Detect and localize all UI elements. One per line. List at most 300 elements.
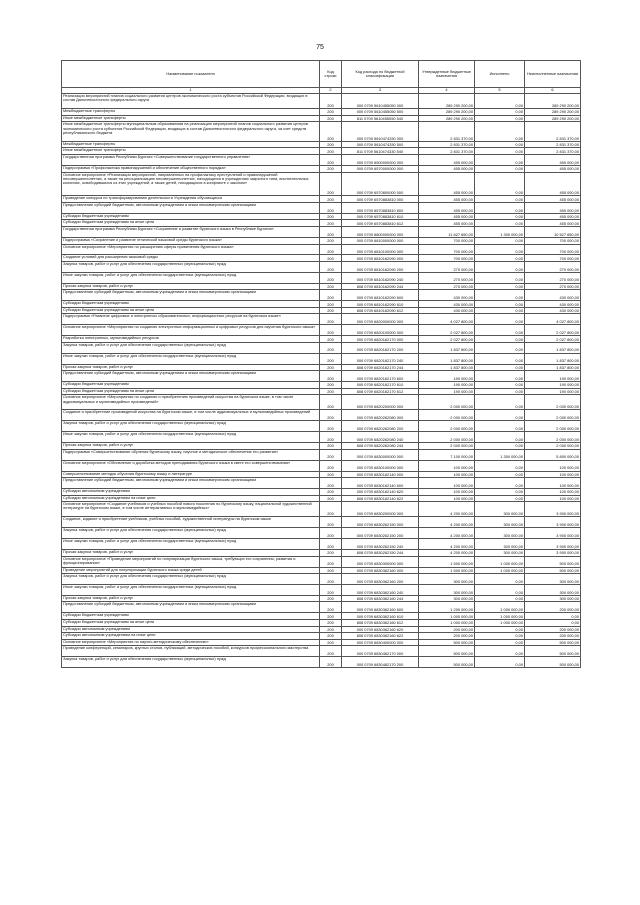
row-unexecuted: 289 290 200,00 xyxy=(525,109,581,116)
row-name: Субсидии автономным учреждениям на иные цели xyxy=(62,633,320,640)
row-unexecuted: 2 000 000,00 xyxy=(525,443,581,450)
row-name: Предоставление субсидий бюджетным, автономным учреждениям и иным некоммерческим организациям xyxy=(62,290,320,301)
row-executed: 0,00 xyxy=(475,283,525,290)
row-approved: 4 200 000,00 xyxy=(419,528,475,539)
column-number: 5 xyxy=(475,88,525,94)
row-executed: 300 000,00 xyxy=(475,550,525,557)
row-code: 200 xyxy=(320,567,342,574)
row-name: Реализация мероприятий планов социального развития центров экономического роста субъектов Российской Федерации, входящих в состав Дальневосточного федерального округа xyxy=(62,94,320,109)
row-budget-code: 000 0709 6830362160 000 xyxy=(342,567,419,574)
row-name: Проведение конференций, семинаров, круглых столов, публикаций, методических пособий, конкурсов профессионального мастерства xyxy=(62,646,320,657)
row-approved: 300 000,00 xyxy=(419,585,475,596)
row-code: 200 xyxy=(320,410,342,421)
table-row xyxy=(62,196,581,203)
row-unexecuted: 700 000,00 xyxy=(525,255,581,262)
row-executed: 0,00 xyxy=(475,432,525,443)
row-name: Прочая закупка товаров, работ и услуг xyxy=(62,364,320,371)
row-name: Иные закупки товаров, работ и услуг для обеспечения государственных (муниципальных) нужд xyxy=(62,539,320,550)
header-budget-code: Код расхода по бюджетной классификации xyxy=(342,61,419,88)
row-name: Закупка товаров, работ и услуг для обеспечения государственных (муниципальных) нужд xyxy=(62,657,320,668)
row-name: Проведение конкурса по трансформированию деятельности Учреждения обучающихся xyxy=(62,196,320,203)
row-budget-code: 000 0709 6820262080 240 xyxy=(342,432,419,443)
row-approved: 4 200 000,00 xyxy=(419,539,475,550)
page-number: 75 xyxy=(316,44,324,51)
row-budget-code: 000 0709 5610474330 500 xyxy=(342,141,419,148)
row-approved: 500 000,00 xyxy=(419,639,475,646)
row-name: Предоставление субсидий бюджетным, автономным учреждениям и иным некоммерческим организациям xyxy=(62,371,320,382)
row-approved: 455 000,00 xyxy=(419,172,475,196)
row-executed: 1 000 000,00 xyxy=(475,567,525,574)
row-code: 200 xyxy=(320,115,342,122)
row-name: Закупка товаров, работ и услуг для обеспечения государственных (муниципальных) нужд xyxy=(62,342,320,353)
row-name: Иные межбюджетные трансферты xyxy=(62,148,320,155)
row-unexecuted: 2 831 370,00 xyxy=(525,148,581,155)
row-budget-code: 000 0709 6820100000 000 xyxy=(342,325,419,336)
table-row xyxy=(62,646,581,657)
row-executed: 1 000 000,00 xyxy=(475,613,525,620)
row-budget-code: 000 0709 6570883810 000 xyxy=(342,196,419,203)
row-approved: 7 100 000,00 xyxy=(419,449,475,460)
table-row xyxy=(62,595,581,602)
column-number: 2 xyxy=(320,88,342,94)
row-budget-code: 808 0709 6810162090 244 xyxy=(342,283,419,290)
row-approved: 190 000,00 xyxy=(419,371,475,382)
row-code: 200 xyxy=(320,517,342,528)
table-row xyxy=(62,602,581,613)
row-approved: 4 200 000,00 xyxy=(419,502,475,517)
row-code: 200 xyxy=(320,626,342,633)
row-name: Иные закупки товаров, работ и услуг для обеспечения государственных (муниципальных) нужд xyxy=(62,585,320,596)
row-name: Подпрограмма «Профилактика правонарушений и обеспечение общественного порядка» xyxy=(62,165,320,172)
row-executed: 300 000,00 xyxy=(475,528,525,539)
row-unexecuted: 2 831 370,00 xyxy=(525,141,581,148)
row-executed: 0,00 xyxy=(475,155,525,166)
row-code: 200 xyxy=(320,283,342,290)
row-approved: 100 000,00 xyxy=(419,495,475,502)
row-name: Прочая закупка товаров, работ и услуг xyxy=(62,595,320,602)
row-name: Подпрограмма «Развитие цифровых и электронных образовательных, информационных ресурсов на бурятском языке» xyxy=(62,314,320,325)
row-budget-code: 000 0709 6830462170 200 xyxy=(342,657,419,668)
row-executed: 0,00 xyxy=(475,626,525,633)
row-code: 200 xyxy=(320,109,342,116)
table-row xyxy=(62,364,581,371)
row-unexecuted: 3 900 000,00 xyxy=(525,539,581,550)
row-executed: 0,00 xyxy=(475,325,525,336)
row-budget-code: 808 0709 6820162170 244 xyxy=(342,364,419,371)
row-executed: 0,00 xyxy=(475,237,525,244)
row-name: Субсидии бюджетным учреждениям xyxy=(62,213,320,220)
row-budget-code: 808 0709 6830362160 622 xyxy=(342,633,419,640)
row-executed: 0,00 xyxy=(475,220,525,227)
row-budget-code: 000 0709 6810000000 000 xyxy=(342,237,419,244)
row-unexecuted: 2 027 800,00 xyxy=(525,325,581,336)
table-row xyxy=(62,432,581,443)
row-executed: 0,00 xyxy=(475,272,525,283)
table-row xyxy=(62,574,581,585)
row-unexecuted: 10 527 650,00 xyxy=(525,227,581,238)
row-name: Субсидии бюджетным учреждениям на иные цели xyxy=(62,619,320,626)
row-unexecuted: 100 000,00 xyxy=(525,471,581,478)
table-row xyxy=(62,395,581,410)
table-row xyxy=(62,244,581,255)
row-approved: 2 027 800,00 xyxy=(419,325,475,336)
row-unexecuted: 430 000,00 xyxy=(525,290,581,301)
table-row xyxy=(62,272,581,283)
column-number: 3 xyxy=(342,88,419,94)
row-budget-code: 000 0709 6830100000 000 xyxy=(342,460,419,471)
row-approved: 4 027 800,00 xyxy=(419,314,475,325)
row-code: 200 xyxy=(320,619,342,626)
row-name: Иные закупки товаров, работ и услуг для обеспечения государственных (муниципальных) нужд xyxy=(62,432,320,443)
row-code: 200 xyxy=(320,388,342,395)
row-code: 200 xyxy=(320,155,342,166)
row-budget-code: 000 0709 6820000000 000 xyxy=(342,314,419,325)
row-name: Создание и приобретение произведений искусства на бурятском языке, в том числе аудиовизуальных и мультимедийных произведений xyxy=(62,410,320,421)
row-name: Основное мероприятие «Мероприятия по научно-методическому обеспечению» xyxy=(62,639,320,646)
row-approved: 2 831 370,00 xyxy=(419,141,475,148)
row-executed: 0,00 xyxy=(475,388,525,395)
row-unexecuted: 1 837 800,00 xyxy=(525,342,581,353)
row-approved: 430 000,00 xyxy=(419,301,475,308)
row-unexecuted: 430 000,00 xyxy=(525,301,581,308)
row-executed: 0,00 xyxy=(475,244,525,255)
row-code: 200 xyxy=(320,148,342,155)
row-budget-code: 000 0709 6810162090 200 xyxy=(342,261,419,272)
row-approved: 270 000,00 xyxy=(419,261,475,272)
row-code: 200 xyxy=(320,213,342,220)
row-code: 200 xyxy=(320,421,342,432)
table-row xyxy=(62,261,581,272)
row-approved: 100 000,00 xyxy=(419,478,475,489)
table-row xyxy=(62,220,581,227)
row-budget-code: 000 0709 6810162090 600 xyxy=(342,290,419,301)
table-row xyxy=(62,382,581,389)
row-budget-code: 808 0709 6830262150 244 xyxy=(342,550,419,557)
row-name: Проведение мероприятий для популяризации бурятского языка среди детей xyxy=(62,567,320,574)
table-header-row xyxy=(62,61,581,88)
row-name: Закупка товаров, работ и услуг для обеспечения государственных (муниципальных) нужд xyxy=(62,574,320,585)
row-approved: 700 000,00 xyxy=(419,255,475,262)
row-code: 200 xyxy=(320,488,342,495)
row-approved: 289 290 200,00 xyxy=(419,115,475,122)
row-executed: 300 000,00 xyxy=(475,539,525,550)
row-unexecuted: 455 000,00 xyxy=(525,213,581,220)
table-row xyxy=(62,301,581,308)
row-code: 200 xyxy=(320,395,342,410)
row-name: Предоставление субсидий бюджетным, автономным учреждениям и иным некоммерческим организациям xyxy=(62,602,320,613)
row-executed: 0,00 xyxy=(475,336,525,343)
row-unexecuted: 1 837 800,00 xyxy=(525,364,581,371)
row-code: 200 xyxy=(320,336,342,343)
row-executed: 0,00 xyxy=(475,371,525,382)
row-budget-code: 811 0709 5610455050 540 xyxy=(342,115,419,122)
row-executed: 1 300 000,00 xyxy=(475,449,525,460)
row-code: 200 xyxy=(320,639,342,646)
table-row xyxy=(62,633,581,640)
row-executed: 300 000,00 xyxy=(475,502,525,517)
row-approved: 700 000,00 xyxy=(419,237,475,244)
row-name: Основное мероприятие «Создание учебников и учебных пособий нового поколения по бурятскому языку, национальной художественной литературе на бурятском языке, в том числе интерактивных и мультимедийных» xyxy=(62,502,320,517)
row-budget-code: 000 0709 6830300000 000 xyxy=(342,556,419,567)
row-unexecuted: 700 000,00 xyxy=(525,237,581,244)
column-number: 6 xyxy=(525,88,581,94)
row-unexecuted: 270 000,00 xyxy=(525,272,581,283)
row-budget-code: 000 0709 6820262080 000 xyxy=(342,410,419,421)
table-row xyxy=(62,237,581,244)
row-approved: 455 000,00 xyxy=(419,220,475,227)
row-name: Субсидии автономным учреждениям xyxy=(62,488,320,495)
row-budget-code: 808 0709 6830162140 622 xyxy=(342,495,419,502)
row-unexecuted: 500 000,00 xyxy=(525,567,581,574)
table-row xyxy=(62,421,581,432)
row-name: Подпрограмма «Совершенствование обучения бурятскому языку, научное и методическое обеспечение его развития» xyxy=(62,449,320,460)
row-approved: 455 000,00 xyxy=(419,196,475,203)
row-approved: 190 000,00 xyxy=(419,388,475,395)
row-budget-code: 000 0709 6830162140 600 xyxy=(342,478,419,489)
row-name: Прочая закупка товаров, работ и услуг xyxy=(62,283,320,290)
row-approved: 100 000,00 xyxy=(419,488,475,495)
row-code: 200 xyxy=(320,443,342,450)
row-executed: 1 000 000,00 xyxy=(475,602,525,613)
row-approved: 455 000,00 xyxy=(419,155,475,166)
row-code: 200 xyxy=(320,539,342,550)
row-unexecuted: 190 000,00 xyxy=(525,388,581,395)
row-executed: 0,00 xyxy=(475,94,525,109)
row-budget-code: 000 0709 5610455050 500 xyxy=(342,109,419,116)
table-row xyxy=(62,639,581,646)
row-executed: 0,00 xyxy=(475,460,525,471)
row-unexecuted: 270 000,00 xyxy=(525,283,581,290)
row-budget-code: 000 0709 6830000000 000 xyxy=(342,449,419,460)
row-name: Совершенствование методик обучения бурятскому языку и литературе xyxy=(62,471,320,478)
row-budget-code: 000 0709 6810100000 000 xyxy=(342,244,419,255)
row-approved: 430 000,00 xyxy=(419,307,475,314)
row-unexecuted: 300 000,00 xyxy=(525,585,581,596)
row-unexecuted: 200 000,00 xyxy=(525,633,581,640)
row-approved: 455 000,00 xyxy=(419,213,475,220)
row-approved: 1 500 000,00 xyxy=(419,567,475,574)
table-row xyxy=(62,495,581,502)
table-row xyxy=(62,443,581,450)
table-row xyxy=(62,342,581,353)
row-unexecuted: 3 900 000,00 xyxy=(525,528,581,539)
row-budget-code: 000 0709 6820262080 200 xyxy=(342,421,419,432)
row-code: 200 xyxy=(320,574,342,585)
row-code: 200 xyxy=(320,220,342,227)
table-row xyxy=(62,109,581,116)
row-budget-code: 000 0709 6830162140 620 xyxy=(342,488,419,495)
row-name: Субсидии бюджетным учреждениям xyxy=(62,613,320,620)
row-budget-code: 000 0709 6830262150 240 xyxy=(342,539,419,550)
table-row xyxy=(62,141,581,148)
row-unexecuted: 2 000 000,00 xyxy=(525,410,581,421)
row-budget-code: 808 0709 6820262080 244 xyxy=(342,443,419,450)
row-name: Создание условий для расширения языковой среды xyxy=(62,255,320,262)
row-unexecuted: 4 027 800,00 xyxy=(525,314,581,325)
row-code: 200 xyxy=(320,244,342,255)
table-row xyxy=(62,290,581,301)
table-row xyxy=(62,336,581,343)
row-executed: 0,00 xyxy=(475,471,525,478)
row-executed: 0,00 xyxy=(475,255,525,262)
table-row xyxy=(62,283,581,290)
column-number: 1 xyxy=(62,88,320,94)
row-code: 200 xyxy=(320,165,342,172)
row-unexecuted: 190 000,00 xyxy=(525,371,581,382)
row-budget-code: 000 0709 6830162140 000 xyxy=(342,471,419,478)
row-code: 200 xyxy=(320,646,342,657)
row-code: 200 xyxy=(320,141,342,148)
table-row xyxy=(62,172,581,196)
row-executed: 0,00 xyxy=(475,301,525,308)
row-name: Государственная программа Республики Бурятия «Сохранение и развитие бурятского языка в Республике Бурятия» xyxy=(62,227,320,238)
row-name: Субсидии бюджетным учреждениям xyxy=(62,382,320,389)
row-budget-code: 808 0709 6830362160 612 xyxy=(342,619,419,626)
row-budget-code: 000 0709 6820200000 000 xyxy=(342,395,419,410)
row-unexecuted: 5 800 000,00 xyxy=(525,449,581,460)
row-name: Межбюджетные трансферты xyxy=(62,109,320,116)
table-row xyxy=(62,556,581,567)
row-code: 200 xyxy=(320,556,342,567)
column-number: 4 xyxy=(419,88,475,94)
row-unexecuted: 100 000,00 xyxy=(525,488,581,495)
table-row xyxy=(62,325,581,336)
row-code: 200 xyxy=(320,261,342,272)
row-code: 200 xyxy=(320,613,342,620)
row-code: 200 xyxy=(320,595,342,602)
row-budget-code: 000 0709 6570883810 610 xyxy=(342,213,419,220)
row-name: Закупка товаров, работ и услуг для обеспечения государственных (муниципальных) нужд xyxy=(62,528,320,539)
row-executed: 0,00 xyxy=(475,148,525,155)
row-budget-code: 000 0709 6820162170 000 xyxy=(342,336,419,343)
row-code: 200 xyxy=(320,432,342,443)
row-name: Основное мероприятие «Проведение мероприятий по популяризации бурятского языка, требующих его сохранения, развития и функционирования» xyxy=(62,556,320,567)
row-code: 200 xyxy=(320,382,342,389)
row-budget-code: 000 0709 6830400000 000 xyxy=(342,639,419,646)
row-code: 200 xyxy=(320,325,342,336)
row-unexecuted: 500 000,00 xyxy=(525,556,581,567)
row-name: Прочая закупка товаров, работ и услуг xyxy=(62,550,320,557)
row-code: 200 xyxy=(320,314,342,325)
row-unexecuted: 455 000,00 xyxy=(525,165,581,172)
row-approved: 2 000 000,00 xyxy=(419,395,475,410)
row-code: 200 xyxy=(320,585,342,596)
row-approved: 100 000,00 xyxy=(419,460,475,471)
table-row xyxy=(62,410,581,421)
row-name: Межбюджетные трансферты xyxy=(62,141,320,148)
table-row xyxy=(62,478,581,489)
table-row xyxy=(62,585,581,596)
row-executed: 0,00 xyxy=(475,364,525,371)
row-executed: 0,00 xyxy=(475,213,525,220)
row-approved: 2 000 000,00 xyxy=(419,421,475,432)
row-approved: 11 827 650,00 xyxy=(419,227,475,238)
header-code: Код строки xyxy=(320,61,342,88)
row-budget-code: 000 0709 6830362160 620 xyxy=(342,626,419,633)
row-unexecuted: 3 900 000,00 xyxy=(525,502,581,517)
row-code: 200 xyxy=(320,353,342,364)
row-executed: 300 000,00 xyxy=(475,517,525,528)
row-executed: 0,00 xyxy=(475,443,525,450)
row-approved: 430 000,00 xyxy=(419,290,475,301)
table-row xyxy=(62,314,581,325)
row-unexecuted: 0,00 xyxy=(525,613,581,620)
table-row xyxy=(62,155,581,166)
row-approved: 2 831 370,00 xyxy=(419,148,475,155)
row-executed: 0,00 xyxy=(475,290,525,301)
row-unexecuted: 3 900 000,00 xyxy=(525,517,581,528)
row-unexecuted: 270 000,00 xyxy=(525,261,581,272)
row-unexecuted: 200 000,00 xyxy=(525,626,581,633)
row-unexecuted: 100 000,00 xyxy=(525,495,581,502)
row-executed: 1 000 000,00 xyxy=(475,556,525,567)
row-executed: 0,00 xyxy=(475,202,525,213)
row-executed: 0,00 xyxy=(475,261,525,272)
row-name: Субсидии бюджетным учреждениям на иные цели xyxy=(62,220,320,227)
row-executed: 0,00 xyxy=(475,165,525,172)
header-unexecuted: Неисполненные назначения xyxy=(525,61,581,88)
table-row xyxy=(62,213,581,220)
row-approved: 289 290 200,00 xyxy=(419,109,475,116)
row-executed: 0,00 xyxy=(475,633,525,640)
row-executed: 0,00 xyxy=(475,122,525,142)
row-budget-code: 000 0709 6830200000 000 xyxy=(342,502,419,517)
table-row xyxy=(62,502,581,517)
row-budget-code: 000 0709 5610474330 000 xyxy=(342,122,419,142)
row-approved: 100 000,00 xyxy=(419,471,475,478)
table-row xyxy=(62,528,581,539)
row-budget-code: 000 0709 6830362160 200 xyxy=(342,574,419,585)
table-row xyxy=(62,613,581,620)
row-code: 200 xyxy=(320,237,342,244)
row-unexecuted: 2 000 000,00 xyxy=(525,421,581,432)
row-approved: 190 000,00 xyxy=(419,382,475,389)
row-executed: 0,00 xyxy=(475,395,525,410)
row-approved: 1 837 800,00 xyxy=(419,342,475,353)
row-code: 200 xyxy=(320,502,342,517)
row-name: Предоставление субсидий бюджетным, автономным учреждениям и иным некоммерческим организациям xyxy=(62,478,320,489)
row-executed: 0,00 xyxy=(475,115,525,122)
row-approved: 200 000,00 xyxy=(419,626,475,633)
row-executed: 0,00 xyxy=(475,657,525,668)
row-name: Основное мероприятие «Реализация мероприятий, направленных на профилактику преступлений и правонарушений несовершеннолетних, а также на ресоциализацию несовершеннолетних, находящихся в учреждениях закрытого типа, воспитательных колониях, освободившихся из этих учреждений, а также детей, находящихся в конфликте с законом» xyxy=(62,172,320,196)
table-row xyxy=(62,227,581,238)
row-budget-code: 000 0709 6570883810 612 xyxy=(342,220,419,227)
row-name: Закупка товаров, работ и услуг для обеспечения государственных (муниципальных) нужд xyxy=(62,421,320,432)
row-code: 200 xyxy=(320,290,342,301)
row-code: 200 xyxy=(320,272,342,283)
row-name: Подпрограмма «Сохранение и развитие этнической языковой среды бурятского языка» xyxy=(62,237,320,244)
row-budget-code: 000 0709 6830262150 000 xyxy=(342,517,419,528)
row-unexecuted: 500 000,00 xyxy=(525,646,581,657)
row-budget-code: 000 0709 6570000000 000 xyxy=(342,165,419,172)
row-code: 200 xyxy=(320,255,342,262)
table-row xyxy=(62,449,581,460)
table-row xyxy=(62,122,581,142)
row-approved: 2 000 000,00 xyxy=(419,443,475,450)
row-unexecuted: 300 000,00 xyxy=(525,574,581,585)
row-code: 200 xyxy=(320,307,342,314)
row-approved: 1 500 000,00 xyxy=(419,556,475,567)
row-executed: 0,00 xyxy=(475,382,525,389)
row-budget-code: 000 0709 6820162170 600 xyxy=(342,371,419,382)
row-name: Основное мероприятие «Мероприятия по расширению сферы применения бурятского языка» xyxy=(62,244,320,255)
row-unexecuted: 300 000,00 xyxy=(525,595,581,602)
row-unexecuted: 430 000,00 xyxy=(525,307,581,314)
row-name: Основное мероприятие «Мероприятия по созданию электронных информационных и цифровых ресурсов для изучения бурятского языка» xyxy=(62,325,320,336)
row-code: 200 xyxy=(320,550,342,557)
row-approved: 200 000,00 xyxy=(419,633,475,640)
